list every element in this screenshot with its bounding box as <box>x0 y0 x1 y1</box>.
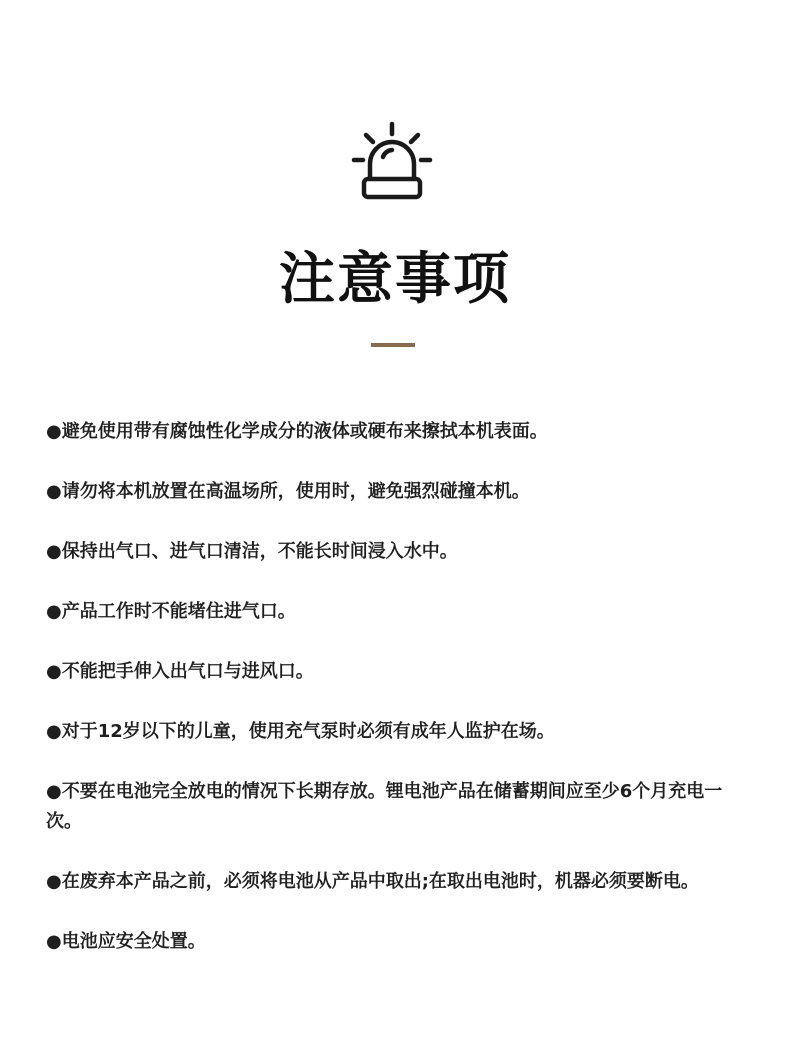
notice-list <box>46 417 750 987</box>
notice-item: ●保持出气口、进气口清洁，不能长时间浸入水中。 <box>46 541 458 562</box>
notice-item: ●避免使用带有腐蚀性化学成分的液体或硬布来擦拭本机表面。 <box>46 421 548 442</box>
notice-item: ●不要在电池完全放电的情况下长期存放。锂电池产品在储蓄期间应至少6个月充电一次。 <box>46 781 723 832</box>
notice-item: ●对于12岁以下的儿童，使用充气泵时必须有成年人监护在场。 <box>46 721 555 742</box>
notice-item: ●电池应安全处置。 <box>46 931 206 952</box>
alarm-light-icon <box>350 120 436 204</box>
page-title: 注意事项 <box>279 247 511 312</box>
title-divider <box>371 343 415 347</box>
notice-item: ●在废弃本产品之前，必须将电池从产品中取出;在取出电池时，机器必须要断电。 <box>46 871 699 892</box>
notice-item: ●不能把手伸入出气口与进风口。 <box>46 661 314 682</box>
notice-item: ●产品工作时不能堵住进气口。 <box>46 601 296 622</box>
notice-item: ●请勿将本机放置在高温场所，使用时，避免强烈碰撞本机。 <box>46 481 530 502</box>
